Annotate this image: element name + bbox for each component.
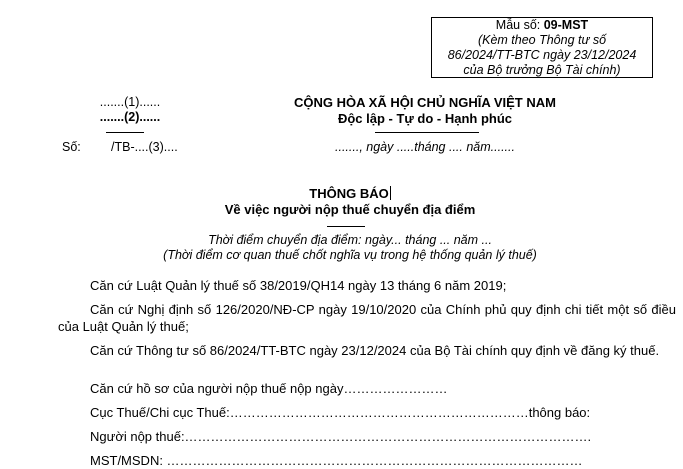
agency-divider xyxy=(106,132,144,133)
document-subtitle: Về việc người nộp thuế chuyển địa điểm xyxy=(224,202,476,217)
place-date-line: ......., ngày .....tháng .... năm....... xyxy=(335,140,515,154)
tax-department-line: Cục Thuế/Chi cục Thuế:……………………………………………………………thông báo: xyxy=(90,405,591,420)
parent-agency-placeholder: .......(1)...... xyxy=(99,95,161,109)
tax-id-line: MST/MSDN: …………………………………………………………………………………… xyxy=(90,453,583,468)
relocation-time-note: Thời điểm chuyển địa điểm: ngày... tháng ... năm ... xyxy=(208,233,492,247)
form-number xyxy=(432,18,652,33)
form-number-code: 09-MST xyxy=(543,18,589,32)
document-title xyxy=(200,186,500,202)
form-number-label: Mẫu số: xyxy=(495,18,544,32)
form-code-box xyxy=(431,17,653,78)
national-motto: Độc lập - Tự do - Hạnh phúc xyxy=(337,111,513,126)
legal-basis-tax-law: Căn cứ Luật Quản lý thuế số 38/2019/QH14 ngày 13 tháng 6 năm 2019; xyxy=(90,278,507,293)
national-title: CỘNG HÒA XÃ HỘI CHỦ NGHĨA VIỆT NAM xyxy=(294,95,556,110)
taxpayer-name-line: Người nộp thuế:…………………………………………………………………………………. xyxy=(90,429,592,444)
motto-divider xyxy=(375,132,479,133)
text-cursor xyxy=(390,186,391,200)
form-reference-line-3: của Bộ trưởng Bộ Tài chính) xyxy=(463,63,621,77)
title-divider xyxy=(327,226,365,227)
form-reference-line-2: 86/2024/TT-BTC ngày 23/12/2024 xyxy=(447,48,637,62)
relocation-time-explanation: (Thời điểm cơ quan thuế chốt nghĩa vụ trong hệ thống quản lý thuế) xyxy=(163,248,537,262)
form-reference-line-1: (Kèm theo Thông tư số xyxy=(477,33,607,47)
legal-basis-dossier: Căn cứ hồ sơ của người nộp thuế nộp ngày…………………… xyxy=(90,381,448,396)
document-number-value: /TB-....(3).... xyxy=(111,140,178,154)
issuing-agency-placeholder: .......(2)...... xyxy=(99,110,161,124)
legal-basis-circular: Căn cứ Thông tư số 86/2024/TT-BTC ngày 23/12/2024 của Bộ Tài chính quy định về đăng ký thuế. xyxy=(90,343,660,358)
issuing-agency-block xyxy=(60,95,200,125)
document-number-label: Số: xyxy=(62,140,81,154)
document-title-text: THÔNG BÁO xyxy=(309,186,389,201)
legal-basis-decree: Căn cứ Nghị định số 126/2020/NĐ-CP ngày 19/10/2020 của Chính phủ quy định chi tiết một số điều của Luật Quản lý thuế; xyxy=(58,302,676,334)
